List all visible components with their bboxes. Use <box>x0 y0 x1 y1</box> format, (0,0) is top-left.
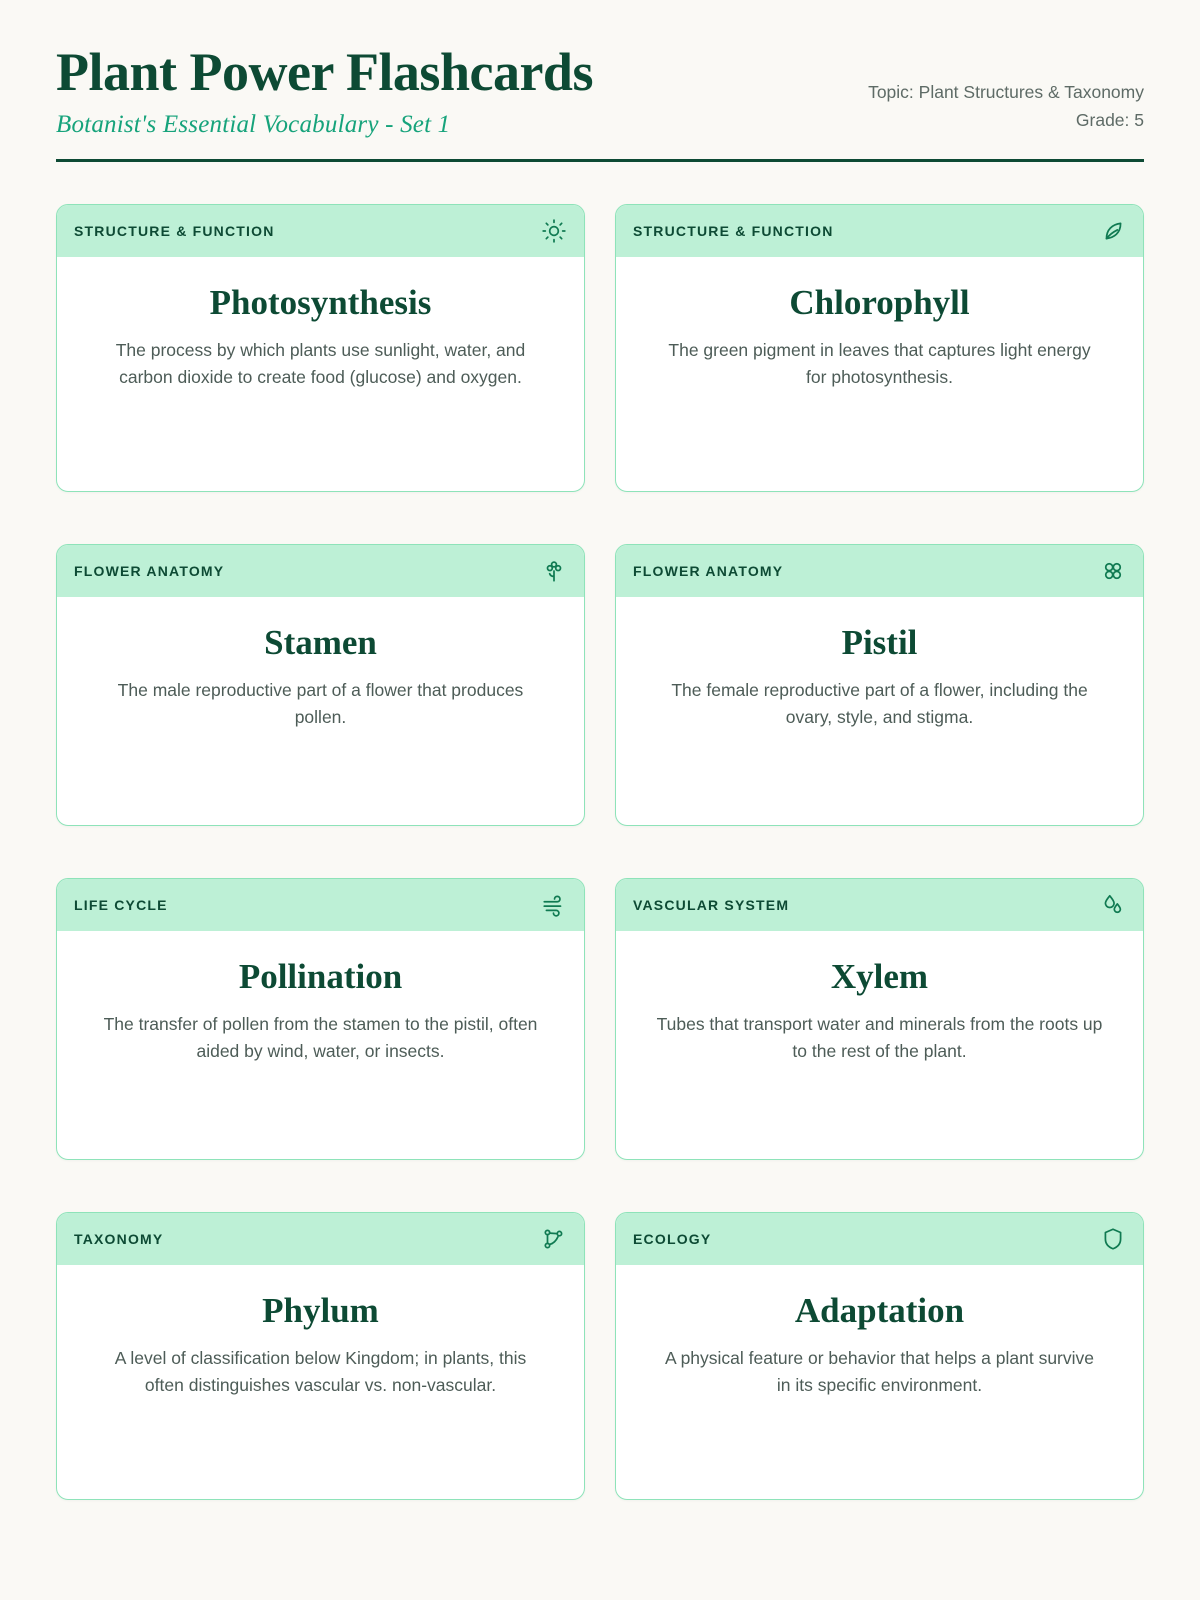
flashcard-header <box>616 205 1143 257</box>
header-titles <box>56 44 593 139</box>
flashcard-header <box>57 879 584 931</box>
flashcard[interactable] <box>56 878 585 1160</box>
flower-blossom-icon <box>1100 558 1126 584</box>
flashcard-definition: A level of classification below Kingdom; in plants, this often distinguishes vascular vs. non-vascular. <box>114 1347 527 1396</box>
flashcard-definition: The green pigment in leaves that captures light energy for photosynthesis. <box>668 339 1091 388</box>
flashcard-category: ECOLOGY <box>633 1230 712 1247</box>
flashcard-category: VASCULAR SYSTEM <box>633 896 790 913</box>
shield-icon <box>1100 1226 1126 1252</box>
page-subtitle: Botanist's Essential Vocabulary - Set 1 <box>56 110 451 138</box>
flashcard-category: FLOWER ANATOMY <box>74 562 225 579</box>
flashcard-definition: A physical feature or behavior that helps a plant survive in its specific environment. <box>665 1347 1094 1396</box>
flashcard-term: Photosynthesis <box>209 282 432 322</box>
flashcard-definition: The female reproductive part of a flower, including the ovary, style, and stigma. <box>671 679 1088 728</box>
flashcard[interactable] <box>56 544 585 826</box>
flashcard-term: Stamen <box>264 622 377 662</box>
flashcard-grid <box>56 204 1144 1500</box>
flashcard-definition: The process by which plants use sunlight, water, and carbon dioxide to create food (glucose) and oxygen. <box>115 339 526 388</box>
page-header <box>56 44 1144 153</box>
flashcard-term: Pistil <box>841 622 918 662</box>
header-divider <box>56 159 1144 162</box>
flashcard-term: Phylum <box>262 1290 379 1330</box>
flashcard-body <box>57 1265 584 1499</box>
flashcard-category: STRUCTURE & FUNCTION <box>633 222 834 239</box>
flashcard-term: Chlorophyll <box>789 282 970 322</box>
flashcard-term: Xylem <box>830 956 929 996</box>
grade-label: Grade: 5 <box>1075 109 1144 130</box>
wind-icon <box>541 892 567 918</box>
flashcard-body <box>616 931 1143 1159</box>
water-drops-icon <box>1100 892 1126 918</box>
flashcard-body <box>57 931 584 1159</box>
flashcard-body <box>57 597 584 825</box>
topic-label: Topic: Plant Structures & Taxonomy <box>868 81 1144 102</box>
flashcard[interactable] <box>615 204 1144 492</box>
flashcard-body <box>616 257 1143 491</box>
flashcard-definition: The male reproductive part of a flower that produces pollen. <box>117 679 524 728</box>
branch-node-icon <box>541 1226 567 1252</box>
page-title: Plant Power Flashcards <box>56 42 593 102</box>
flashcard-category: LIFE CYCLE <box>74 896 168 913</box>
flashcard-definition: The transfer of pollen from the stamen to the pistil, often aided by wind, water, or insects. <box>103 1013 538 1062</box>
flashcard-header <box>57 205 584 257</box>
flashcard-header <box>616 879 1143 931</box>
flower-stem-icon <box>541 558 567 584</box>
flashcard-category: TAXONOMY <box>74 1230 164 1247</box>
flashcard[interactable] <box>56 204 585 492</box>
flashcard-header <box>57 545 584 597</box>
flashcard-header <box>57 1213 584 1265</box>
flashcard-category: STRUCTURE & FUNCTION <box>74 222 275 239</box>
flashcard-category: FLOWER ANATOMY <box>633 562 784 579</box>
flashcard-term: Pollination <box>238 956 403 996</box>
flashcard[interactable] <box>615 878 1144 1160</box>
sun-icon <box>541 218 567 244</box>
flashcard-body <box>616 597 1143 825</box>
flashcard-header <box>616 545 1143 597</box>
leaf-icon <box>1100 218 1126 244</box>
flashcard[interactable] <box>615 1212 1144 1500</box>
flashcard-term: Adaptation <box>794 1290 965 1330</box>
flashcard-definition: Tubes that transport water and minerals from the roots up to the rest of the plant. <box>656 1013 1103 1062</box>
header-meta <box>868 82 1144 139</box>
flashcard[interactable] <box>615 544 1144 826</box>
flashcard-header <box>616 1213 1143 1265</box>
flashcard[interactable] <box>56 1212 585 1500</box>
flashcard-body <box>57 257 584 491</box>
flashcard-body <box>616 1265 1143 1499</box>
